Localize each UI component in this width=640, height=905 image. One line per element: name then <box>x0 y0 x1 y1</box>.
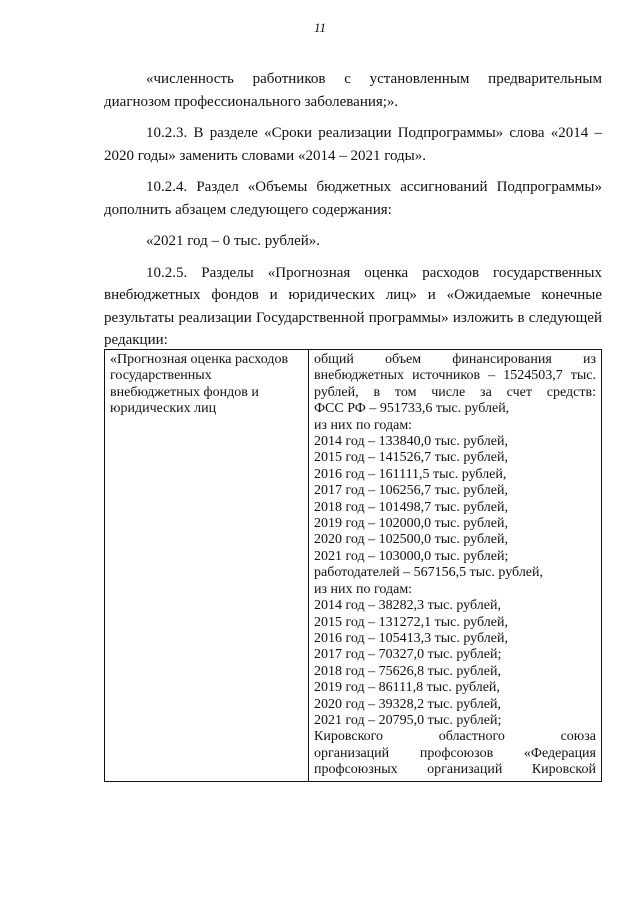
fss-year-row: 2014 год – 133840,0 тыс. рублей, <box>314 434 508 450</box>
employers-year-row: 2018 год – 75626,8 тыс. рублей, <box>314 663 501 679</box>
table-row <box>105 350 602 782</box>
employers-year-row: 2019 год – 86111,8 тыс. рублей, <box>314 680 500 696</box>
table-left-cell: «Прогнозная оценка расходов государственных внебюджетных фондов и юридических лиц <box>105 350 309 782</box>
paragraph-5: 10.2.5. Разделы «Прогнозная оценка расходов государственных внебюджетных фондов и юридических лиц» и «Ожидаемые конечные результаты реализации Государственной программы» изложить в следующей редакции: <box>104 264 602 348</box>
employers-year-row: 2015 год – 131272,1 тыс. рублей, <box>314 614 508 630</box>
union-line: Кировского областного союза <box>314 729 596 745</box>
paragraph-1: «численность работников с установленным предварительным диагнозом профессионального заболевания;». <box>104 71 602 110</box>
page-number: 11 <box>313 20 327 35</box>
paragraph-2: 10.2.3. В разделе «Сроки реализации Подпрограммы» слова «2014 – 2020 годы» заменить словами «2014 – 2021 годы». <box>104 125 602 164</box>
employers-heading: работодателей – 567156,5 тыс. рублей, <box>314 565 544 581</box>
employers-year-row: 2014 год – 38282,3 тыс. рублей, <box>314 598 501 614</box>
fss-block <box>314 401 596 565</box>
funding-intro: общий объем финансирования из внебюджетных источников – 1524503,7 тыс. рублей, в том числе за счет средств: <box>314 352 596 400</box>
fss-year-row: 2021 год – 103000,0 тыс. рублей; <box>314 548 509 564</box>
table-right-cell <box>309 350 602 782</box>
employers-year-row: 2021 год – 20795,0 тыс. рублей; <box>314 712 502 728</box>
fss-year-row: 2015 год – 141526,7 тыс. рублей, <box>314 450 508 466</box>
union-line: профсоюзных организаций Кировской <box>314 762 596 778</box>
fss-heading: ФСС РФ – 951733,6 тыс. рублей, <box>314 401 510 417</box>
fss-year-row: 2018 год – 101498,7 тыс. рублей, <box>314 499 508 515</box>
union-block <box>314 729 596 778</box>
paragraph-4: «2021 год – 0 тыс. рублей». <box>146 233 321 249</box>
employers-by-years: из них по годам: <box>314 581 413 597</box>
union-line: организаций профсоюзов «Федерация <box>314 745 596 761</box>
fss-year-row: 2017 год – 106256,7 тыс. рублей, <box>314 483 508 499</box>
employers-year-row: 2020 год – 39328,2 тыс. рублей, <box>314 696 501 712</box>
employers-year-row: 2017 год – 70327,0 тыс. рублей; <box>314 647 502 663</box>
funding-table <box>104 349 602 782</box>
employers-block <box>314 565 596 729</box>
fss-year-row: 2019 год – 102000,0 тыс. рублей, <box>314 516 508 532</box>
fss-year-row: 2020 год – 102500,0 тыс. рублей, <box>314 532 508 548</box>
employers-year-row: 2016 год – 105413,3 тыс. рублей, <box>314 630 508 646</box>
fss-year-row: 2016 год – 161111,5 тыс. рублей, <box>314 466 507 482</box>
fss-by-years: из них по годам: <box>314 417 413 433</box>
body-text <box>104 68 602 361</box>
paragraph-3: 10.2.4. Раздел «Объемы бюджетных ассигнований Подпрограммы» дополнить абзацем следующего содержания: <box>104 179 602 218</box>
